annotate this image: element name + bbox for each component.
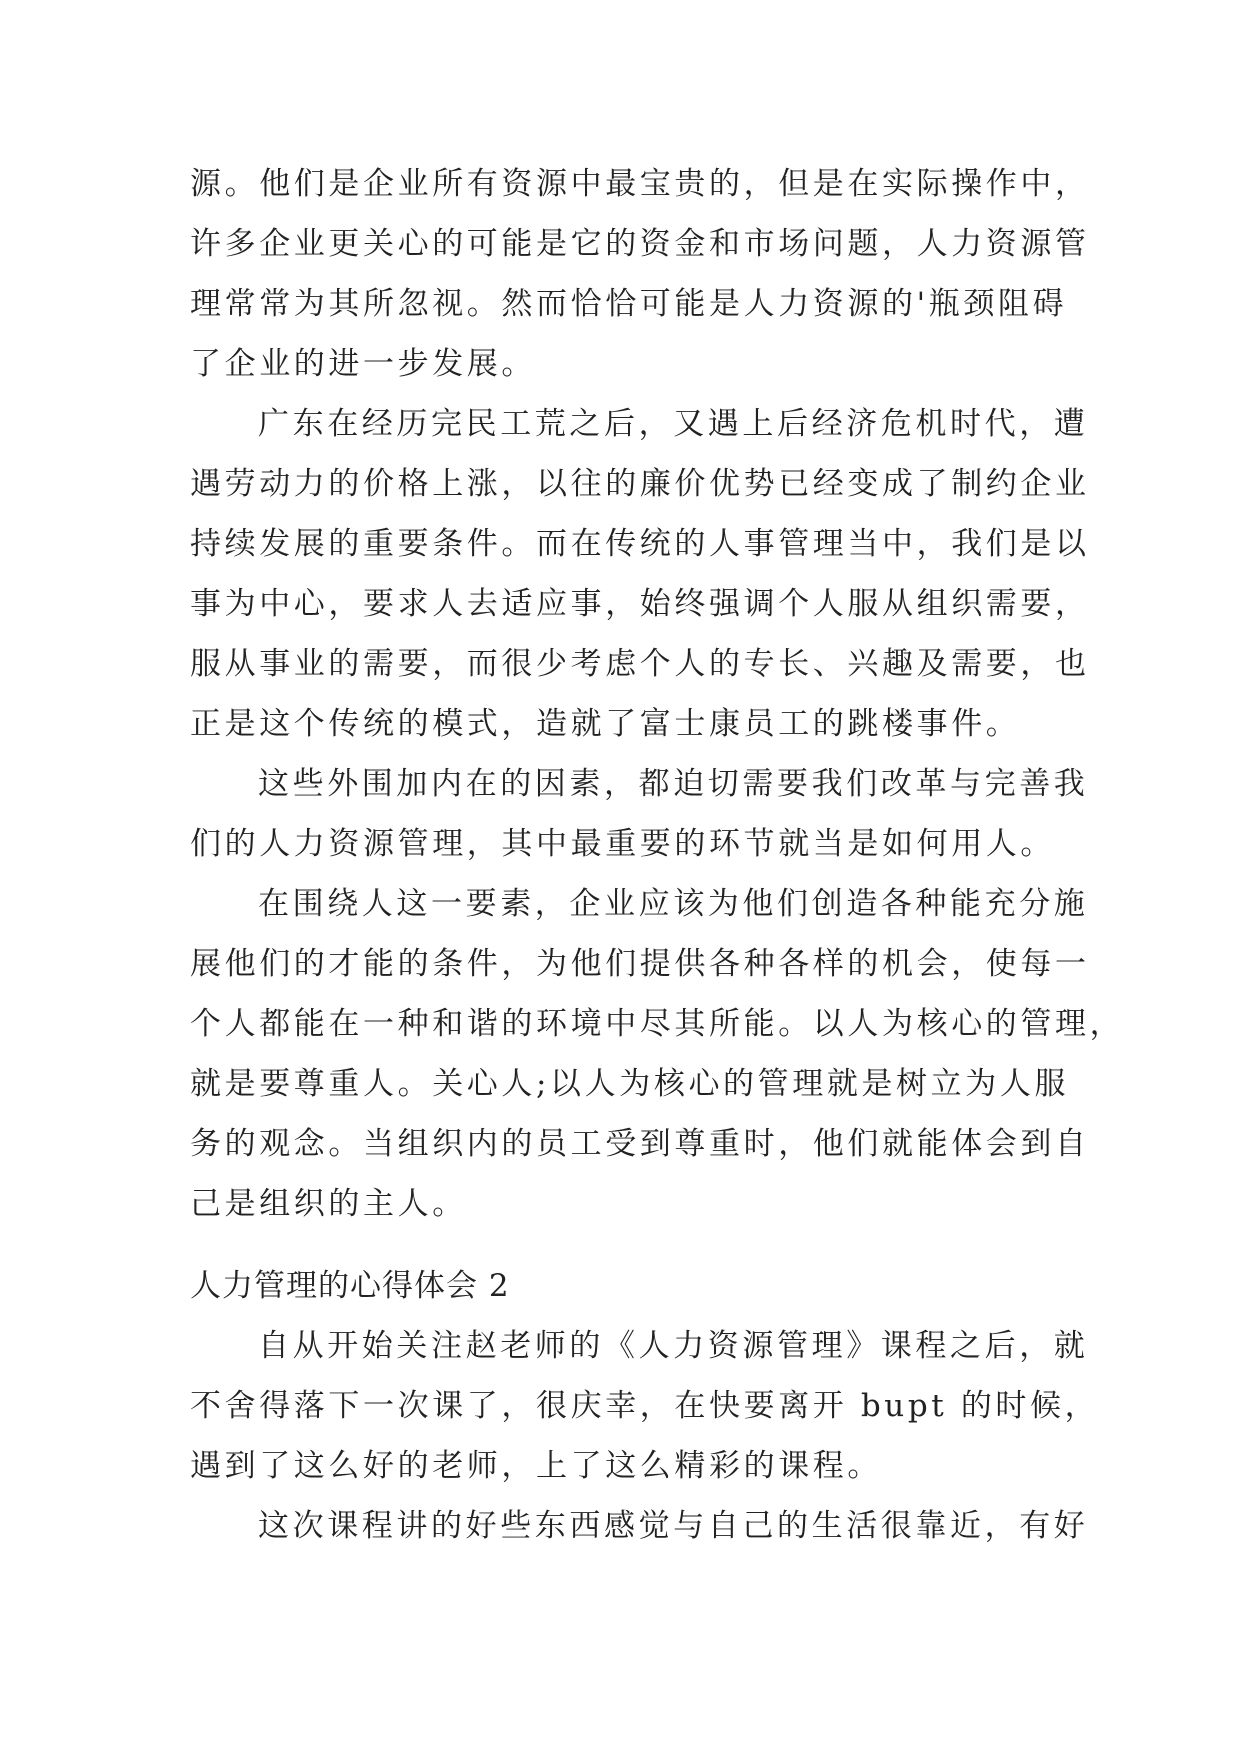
paragraph-2 xyxy=(190,394,1090,754)
text-line: 自从开始关注赵老师的《人力资源管理》课程之后，就 xyxy=(258,1328,1089,1364)
text-line: 服从事业的需要，而很少考虑个人的专长、兴趣及需要，也 xyxy=(190,646,1090,682)
text-line: 正是这个传统的模式，造就了富士康员工的跳楼事件。 xyxy=(190,706,1021,742)
paragraph-1 xyxy=(190,154,1090,394)
text-line: 了企业的进一步发展。 xyxy=(190,346,536,382)
text-line: 们的人力资源管理，其中最重要的环节就当是如何用人。 xyxy=(190,826,1055,862)
text-line: 这次课程讲的好些东西感觉与自己的生活很靠近，有好 xyxy=(258,1508,1089,1544)
text-line: 务的观念。当组织内的员工受到尊重时，他们就能体会到自 xyxy=(190,1126,1090,1162)
text-line: 持续发展的重要条件。而在传统的人事管理当中，我们是以 xyxy=(190,526,1090,562)
text-line: 展他们的才能的条件，为他们提供各种各样的机会，使每一 xyxy=(190,946,1090,982)
text-line: 广东在经历完民工荒之后，又遇上后经济危机时代，遭 xyxy=(258,406,1089,442)
text-line: 事为中心，要求人去适应事，始终强调个人服从组织需要， xyxy=(190,586,1090,622)
text-line: 不舍得落下一次课了，很庆幸，在快要离开 bupt 的时候， xyxy=(190,1388,1100,1424)
text-line: 理常常为其所忽视。然而恰恰可能是人力资源的'瓶颈阻碍 xyxy=(190,286,1068,322)
text-line: 就是要尊重人。关心人;以人为核心的管理就是树立为人服 xyxy=(190,1066,1070,1102)
paragraph-6 xyxy=(190,1496,1089,1556)
document-body xyxy=(190,154,1125,1556)
text-line: 己是组织的主人。 xyxy=(190,1186,467,1222)
text-line: 遇劳动力的价格上涨，以往的廉价优势已经变成了制约企业 xyxy=(190,466,1090,502)
text-line: 在围绕人这一要素，企业应该为他们创造各种能充分施 xyxy=(258,886,1089,922)
text-line: 个人都能在一种和谐的环境中尽其所能。以人为核心的管理， xyxy=(190,1006,1125,1042)
paragraph-5 xyxy=(190,1316,1100,1496)
text-line: 许多企业更关心的可能是它的资金和市场问题，人力资源管 xyxy=(190,226,1090,262)
paragraph-4 xyxy=(190,874,1125,1234)
section-heading: 人力管理的心得体会 2 xyxy=(190,1268,510,1304)
text-line: 这些外围加内在的因素，都迫切需要我们改革与完善我 xyxy=(258,766,1089,802)
text-line: 源。他们是企业所有资源中最宝贵的，但是在实际操作中， xyxy=(190,166,1090,202)
paragraph-3 xyxy=(190,754,1089,874)
text-line: 遇到了这么好的老师，上了这么精彩的课程。 xyxy=(190,1448,882,1484)
